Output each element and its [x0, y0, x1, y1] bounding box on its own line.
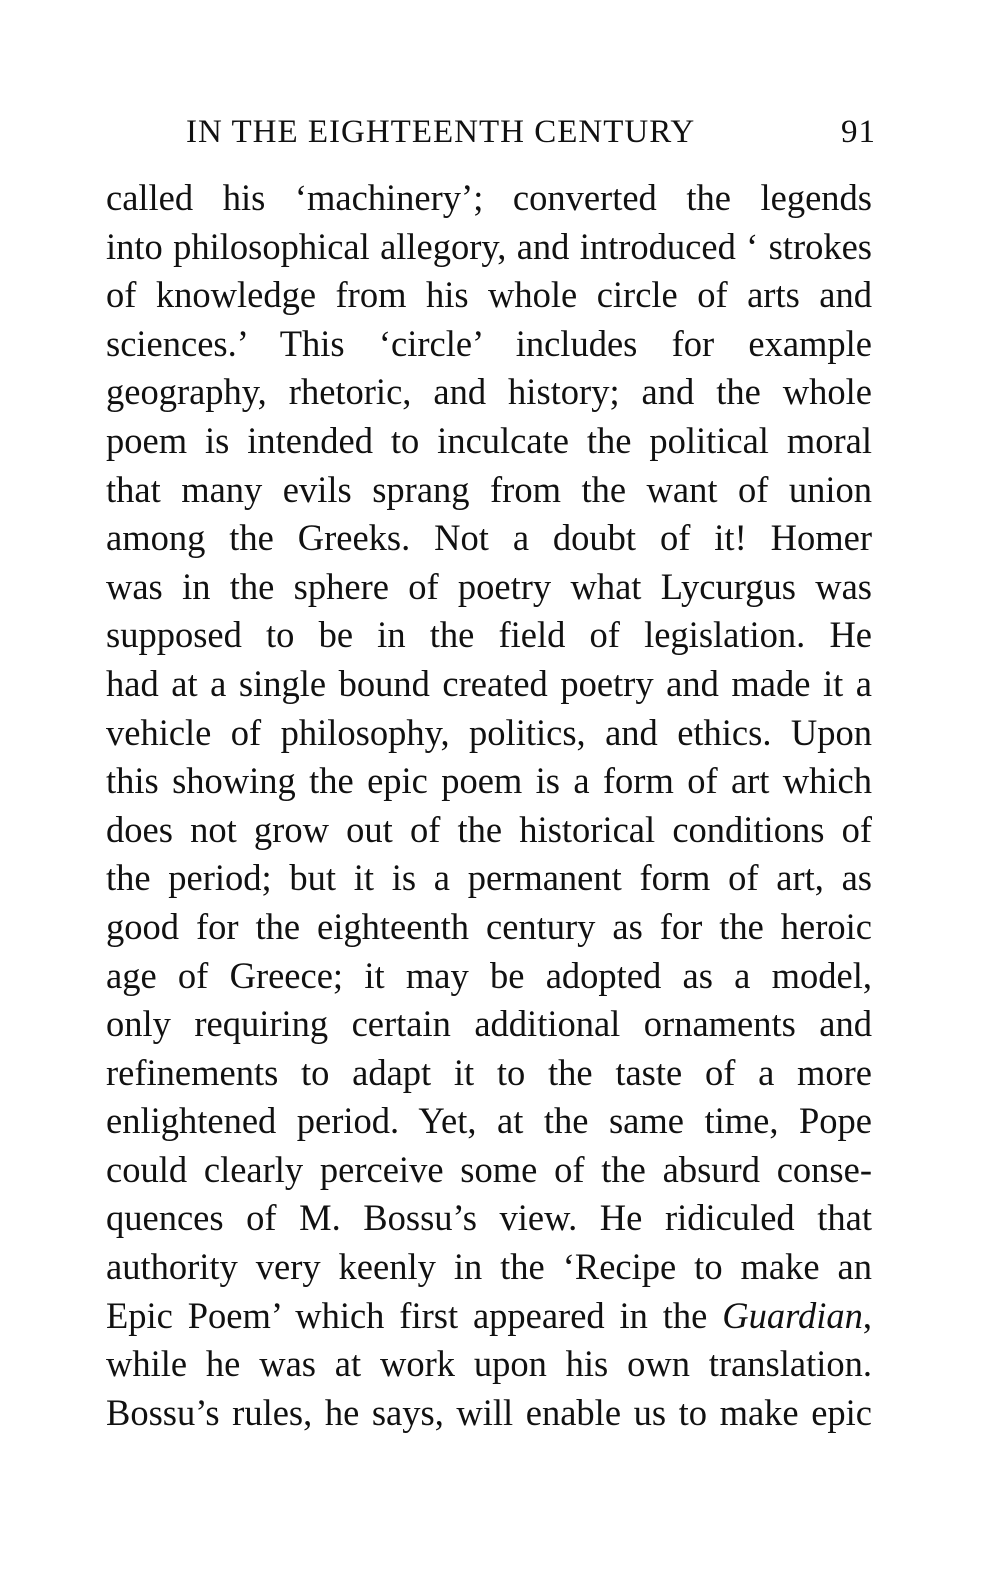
text-line: quences of M. Bossu’s view. He ridiculed that	[106, 1197, 872, 1239]
running-head-title: IN THE EIGHTEENTH CENTURY	[186, 114, 696, 150]
text-line: had at a single bound created poetry and made it a	[106, 662, 872, 704]
text-line: could clearly perceive some of the absurd conse-	[106, 1148, 872, 1190]
text-line: Bossu’s rules, he says, will enable us to make epic	[106, 1391, 872, 1433]
body-paragraph	[106, 174, 872, 1437]
text-line: vehicle of philosophy, politics, and ethics. Upon	[106, 711, 872, 753]
text-line: only requiring certain additional ornaments and	[106, 1003, 872, 1045]
text-line: age of Greece; it may be adopted as a model,	[106, 954, 872, 996]
line-text-after: ,	[862, 1294, 872, 1336]
text-line: the period; but it is a permanent form of art, as	[106, 857, 872, 899]
text-line: called his ‘machinery’; converted the legends	[106, 177, 872, 218]
text-line: into philosophical allegory, and introduced ‘ strokes	[106, 225, 872, 267]
page-number: 91	[841, 114, 876, 150]
text-line: was in the sphere of poetry what Lycurgus was	[106, 565, 872, 607]
text-line: geography, rhetoric, and history; and the whole	[106, 371, 872, 413]
text-line: among the Greeks. Not a doubt of it! Homer	[106, 517, 872, 559]
text-line: this showing the epic poem is a form of art which	[106, 760, 872, 802]
text-line: does not grow out of the historical conditions of	[106, 808, 872, 850]
journal-title-guardian: Guardian	[722, 1294, 863, 1336]
text-line: that many evils sprang from the want of union	[106, 468, 872, 510]
text-line: good for the eighteenth century as for the heroic	[106, 905, 872, 947]
text-line: supposed to be in the field of legislation. He	[106, 614, 872, 656]
text-line: authority very keenly in the ‘Recipe to make an	[106, 1246, 872, 1288]
text-line: enlightened period. Yet, at the same time, Pope	[106, 1100, 872, 1142]
text-line: poem is intended to inculcate the political moral	[106, 419, 872, 461]
line-text-before: Epic Poem’ which first appeared in the	[106, 1294, 708, 1336]
running-head	[186, 110, 876, 154]
text-line: sciences.’ This ‘circle’ includes for example	[106, 322, 872, 364]
text-line: of knowledge from his whole circle of arts and	[106, 274, 872, 316]
text-line: while he was at work upon his own translation.	[106, 1343, 872, 1385]
text-line-guardian	[106, 1292, 872, 1341]
text-line: refinements to adapt it to the taste of a more	[106, 1051, 872, 1093]
